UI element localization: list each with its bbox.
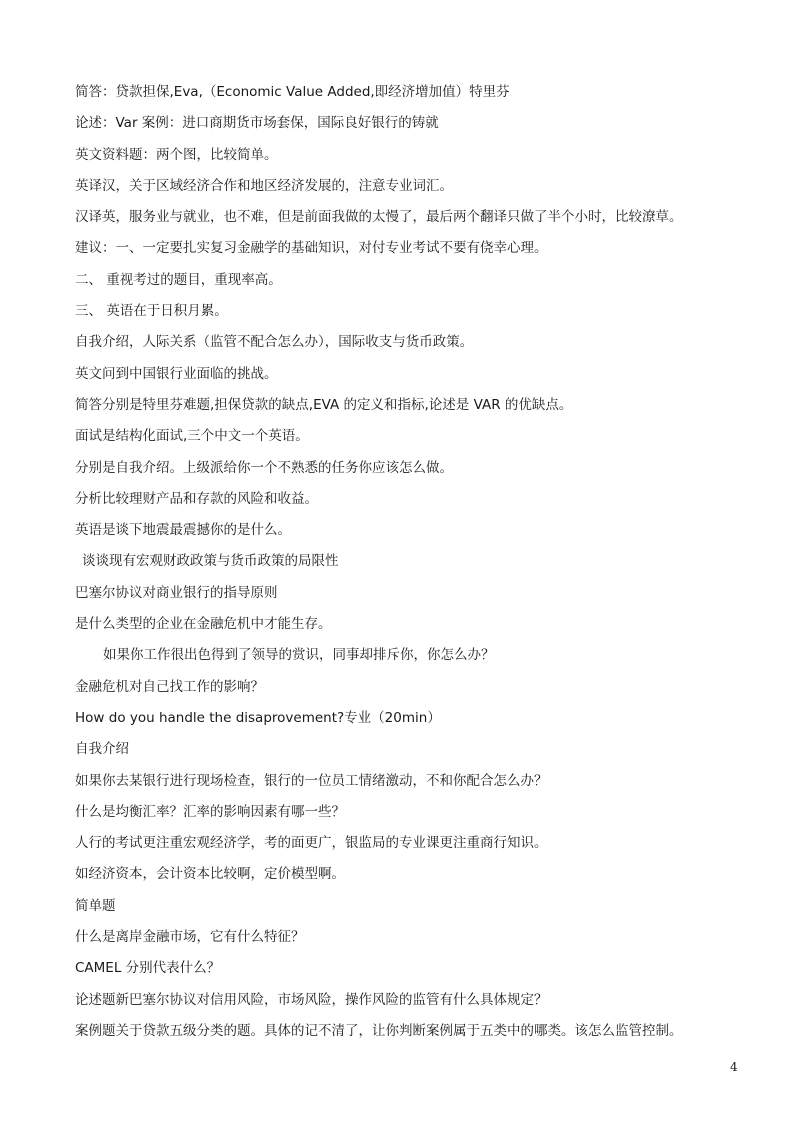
text-line: 是什么类型的企业在金融危机中才能生存。 — [75, 616, 332, 633]
text-line: 谈谈现有宏观财政政策与货币政策的局限性 — [82, 553, 339, 570]
text-line: How do you handle the disaprovement?专业（20min） — [75, 709, 441, 726]
text-line: 英文资料题：两个图，比较简单。 — [75, 146, 278, 163]
text-line: 面试是结构化面试,三个中文一个英语。 — [75, 428, 309, 445]
text-line: 自我介绍 — [75, 741, 129, 758]
text-line: 巴塞尔协议对商业银行的指导原则 — [75, 584, 278, 601]
text-line: 什么是离岸金融市场，它有什么特征？ — [75, 929, 305, 946]
text-line: 汉译英，服务业与就业，也不难，但是前面我做的太慢了，最后两个翻译只做了半个小时，比较潦草。 — [75, 209, 683, 226]
text-line: 论述：Var 案例：进口商期货市场套保，国际良好银行的铸就 — [75, 115, 439, 132]
text-line: 建议：一、一定要扎实复习金融学的基础知识，对付专业考试不要有侥幸心理。 — [75, 240, 548, 257]
text-line: 分别是自我介绍。上级派给你一个不熟悉的任务你应该怎么做。 — [75, 459, 453, 476]
text-line: 什么是均衡汇率？汇率的影响因素有哪一些？ — [75, 803, 345, 820]
text-line: 英文问到中国银行业面临的挑战。 — [75, 365, 278, 382]
text-line: 人行的考试更注重宏观经济学，考的面更广，银监局的专业课更注重商行知识。 — [75, 835, 548, 852]
text-line: 自我介绍，人际关系（监管不配合怎么办），国际收支与货币政策。 — [75, 334, 474, 351]
text-line: 分析比较理财产品和存款的风险和收益。 — [75, 490, 318, 507]
text-line: 简答分别是特里芬难题,担保贷款的缺点,EVA 的定义和指标,论述是 VAR 的优缺点。 — [75, 396, 573, 413]
text-line: 三、 英语在于日积月累。 — [75, 303, 228, 320]
text-line: 二、 重视考过的题目，重现率高。 — [75, 271, 282, 288]
text-line: 英译汉，关于区域经济合作和地区经济发展的，注意专业词汇。 — [75, 177, 453, 194]
text-line: 如果你工作很出色得到了领导的赏识，同事却排斥你，你怎么办？ — [103, 647, 495, 664]
text-line: 英语是谈下地震最震撼你的是什么。 — [75, 522, 291, 539]
text-body — [75, 80, 735, 1050]
page-number: 4 — [730, 1060, 738, 1074]
text-line: CAMEL 分别代表什么？ — [75, 960, 221, 977]
text-line: 金融危机对自己找工作的影响？ — [75, 678, 264, 695]
text-line: 如果你去某银行进行现场检查，银行的一位员工情绪激动，不和你配合怎么办？ — [75, 772, 548, 789]
text-line: 案例题关于贷款五级分类的题。具体的记不清了，让你判断案例属于五类中的哪类。该怎么监管控制。 — [75, 1022, 683, 1039]
text-line: 简单题 — [75, 897, 116, 914]
text-line: 如经济资本，会计资本比较啊，定价模型啊。 — [75, 866, 345, 883]
text-line: 论述题新巴塞尔协议对信用风险，市场风险，操作风险的监管有什么具体规定？ — [75, 991, 548, 1008]
text-line: 简答：贷款担保,Eva,（Economic Value Added,即经济增加值）特里芬 — [75, 84, 510, 100]
